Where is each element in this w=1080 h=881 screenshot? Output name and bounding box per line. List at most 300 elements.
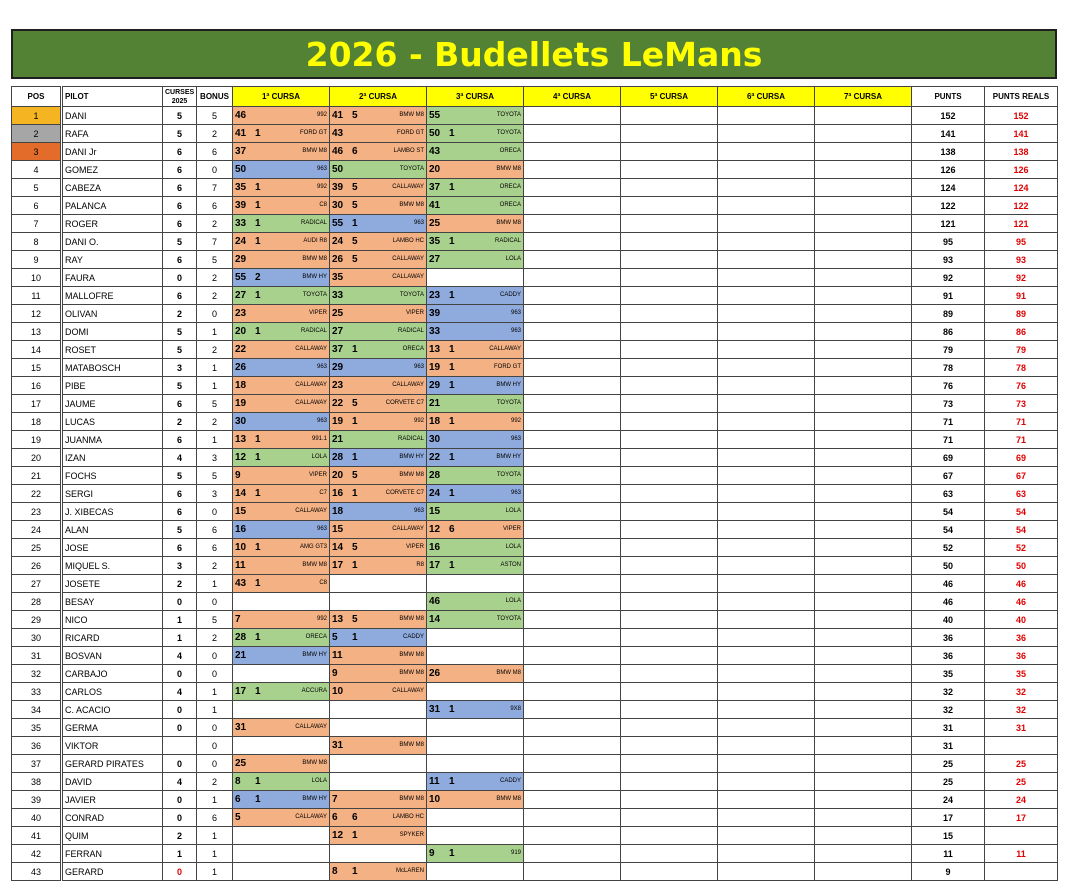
position-cell: 2 <box>12 125 62 143</box>
race-result-7 <box>815 215 912 233</box>
points-real: 52 <box>985 539 1058 557</box>
pilot-name: J. XIBECAS <box>62 503 163 521</box>
pilot-name: QUIM <box>62 827 163 845</box>
table-row <box>12 395 1058 413</box>
race-result-3 <box>427 755 524 773</box>
race-result-5 <box>621 179 718 197</box>
race-result-5 <box>621 233 718 251</box>
race-result-6 <box>718 431 815 449</box>
race-result-6 <box>718 557 815 575</box>
race-result-2 <box>330 197 427 215</box>
race-result-7 <box>815 773 912 791</box>
curses-cell: 6 <box>163 485 197 503</box>
race-result-7 <box>815 251 912 269</box>
race-result-3 <box>427 863 524 881</box>
table-row <box>12 845 1058 863</box>
points-real: 69 <box>985 449 1058 467</box>
bonus-cell: 1 <box>197 845 233 863</box>
race-bonus: 1 <box>255 128 261 139</box>
race-result-4 <box>524 107 621 125</box>
bonus-cell: 1 <box>197 377 233 395</box>
race-points: 33 <box>235 218 247 229</box>
race-car: CORVETE C7 <box>385 400 424 406</box>
race-car: CALLAWAY <box>392 184 424 190</box>
race-bonus: 1 <box>449 452 455 463</box>
points-real: 25 <box>985 755 1058 773</box>
bonus-cell: 0 <box>197 665 233 683</box>
bonus-cell: 5 <box>197 611 233 629</box>
position-cell: 17 <box>12 395 62 413</box>
points-total: 50 <box>912 557 985 575</box>
race-car: LOLA <box>505 508 521 514</box>
race-car: RADICAL <box>397 436 424 442</box>
race-result-3 <box>427 287 524 305</box>
position-cell: 14 <box>12 341 62 359</box>
race-result-4 <box>524 251 621 269</box>
race-result-2 <box>330 485 427 503</box>
race-result-1 <box>233 413 330 431</box>
race-result-3 <box>427 413 524 431</box>
race-result-5 <box>621 251 718 269</box>
curses-cell: 4 <box>163 773 197 791</box>
race-bonus: 1 <box>255 200 261 211</box>
header-race-6: 6ª CURSA <box>718 87 815 107</box>
race-points: 55 <box>332 218 344 229</box>
curses-cell: 6 <box>163 251 197 269</box>
race-result-7 <box>815 701 912 719</box>
race-result-6 <box>718 593 815 611</box>
race-bonus: 1 <box>449 236 455 247</box>
race-points: 41 <box>235 128 247 139</box>
race-points: 18 <box>332 506 344 517</box>
race-result-7 <box>815 737 912 755</box>
race-result-1 <box>233 557 330 575</box>
race-result-1 <box>233 719 330 737</box>
race-bonus: 1 <box>352 452 358 463</box>
race-result-1 <box>233 359 330 377</box>
points-total: 76 <box>912 377 985 395</box>
position-cell: 18 <box>12 413 62 431</box>
race-car: BMW HY <box>496 454 521 460</box>
curses-cell: 6 <box>163 287 197 305</box>
position-cell: 32 <box>12 665 62 683</box>
curses-cell: 5 <box>163 125 197 143</box>
race-bonus: 1 <box>449 848 455 859</box>
race-bonus: 1 <box>255 542 261 553</box>
position-cell: 3 <box>12 143 62 161</box>
race-result-7 <box>815 827 912 845</box>
race-result-3 <box>427 701 524 719</box>
race-bonus: 1 <box>352 866 358 877</box>
race-points: 39 <box>429 308 441 319</box>
race-points: 26 <box>332 254 344 265</box>
race-points: 27 <box>332 326 344 337</box>
points-total: 15 <box>912 827 985 845</box>
race-result-1 <box>233 251 330 269</box>
race-result-3 <box>427 143 524 161</box>
race-bonus: 5 <box>352 254 358 265</box>
table-row <box>12 665 1058 683</box>
race-result-4 <box>524 323 621 341</box>
race-car: BMW M8 <box>496 166 521 172</box>
race-points: 46 <box>332 146 344 157</box>
bonus-cell: 2 <box>197 773 233 791</box>
table-row <box>12 773 1058 791</box>
race-result-2 <box>330 215 427 233</box>
pilot-name: FAURA <box>62 269 163 287</box>
race-result-2 <box>330 593 427 611</box>
race-points: 24 <box>332 236 344 247</box>
race-result-4 <box>524 575 621 593</box>
position-cell: 16 <box>12 377 62 395</box>
race-car: LAMBO ST <box>393 148 424 154</box>
pilot-name: JUANMA <box>62 431 163 449</box>
race-car: RADICAL <box>397 328 424 334</box>
race-result-7 <box>815 305 912 323</box>
header-race-4: 4ª CURSA <box>524 87 621 107</box>
points-total: 152 <box>912 107 985 125</box>
race-car: 963 <box>413 364 424 370</box>
bonus-cell: 2 <box>197 341 233 359</box>
race-result-6 <box>718 377 815 395</box>
race-result-6 <box>718 575 815 593</box>
race-car: McLAREN <box>395 868 424 874</box>
race-result-7 <box>815 809 912 827</box>
race-car: RADICAL <box>494 238 521 244</box>
race-car: TOYOTA <box>399 292 424 298</box>
race-result-5 <box>621 737 718 755</box>
race-result-4 <box>524 287 621 305</box>
bonus-cell: 2 <box>197 557 233 575</box>
race-result-7 <box>815 593 912 611</box>
pilot-name: CONRAD <box>62 809 163 827</box>
table-row <box>12 107 1058 125</box>
pilot-name: OLIVAN <box>62 305 163 323</box>
race-result-3 <box>427 251 524 269</box>
race-result-3 <box>427 161 524 179</box>
race-result-5 <box>621 701 718 719</box>
race-result-6 <box>718 521 815 539</box>
standings-table <box>11 86 1058 881</box>
race-car: LAMBO HC <box>392 238 424 244</box>
race-result-6 <box>718 863 815 881</box>
pilot-name: CARLOS <box>62 683 163 701</box>
pilot-name: IZAN <box>62 449 163 467</box>
race-car: ORECA <box>499 202 521 208</box>
race-points: 8 <box>332 866 338 877</box>
race-car: AUDI R8 <box>303 238 327 244</box>
race-car: VIPER <box>308 472 327 478</box>
race-points: 15 <box>429 506 441 517</box>
position-cell: 20 <box>12 449 62 467</box>
race-result-1 <box>233 179 330 197</box>
race-result-1 <box>233 503 330 521</box>
race-result-2 <box>330 233 427 251</box>
race-result-5 <box>621 323 718 341</box>
race-car: C7 <box>319 490 327 496</box>
curses-cell: 5 <box>163 521 197 539</box>
race-result-6 <box>718 323 815 341</box>
race-result-4 <box>524 467 621 485</box>
race-result-2 <box>330 719 427 737</box>
pilot-name: C. ACACIO <box>62 701 163 719</box>
race-result-3 <box>427 233 524 251</box>
race-points: 18 <box>235 380 247 391</box>
table-row <box>12 647 1058 665</box>
race-result-2 <box>330 791 427 809</box>
race-car: LOLA <box>505 256 521 262</box>
race-points: 33 <box>332 290 344 301</box>
position-cell: 29 <box>12 611 62 629</box>
table-row <box>12 323 1058 341</box>
bonus-cell: 6 <box>197 809 233 827</box>
race-result-5 <box>621 611 718 629</box>
race-result-4 <box>524 143 621 161</box>
race-points: 43 <box>235 578 247 589</box>
points-real: 35 <box>985 665 1058 683</box>
curses-cell: 5 <box>163 467 197 485</box>
race-result-6 <box>718 539 815 557</box>
race-result-5 <box>621 845 718 863</box>
race-points: 20 <box>332 470 344 481</box>
table-row <box>12 197 1058 215</box>
race-result-5 <box>621 431 718 449</box>
race-result-7 <box>815 107 912 125</box>
pilot-name: FERRAN <box>62 845 163 863</box>
position-cell: 7 <box>12 215 62 233</box>
race-points: 10 <box>332 686 344 697</box>
race-result-4 <box>524 395 621 413</box>
points-real: 31 <box>985 719 1058 737</box>
curses-cell: 2 <box>163 413 197 431</box>
race-car: VIPER <box>405 310 424 316</box>
race-result-4 <box>524 197 621 215</box>
race-car: BMW M8 <box>399 742 424 748</box>
race-result-2 <box>330 683 427 701</box>
race-car: TOYOTA <box>496 616 521 622</box>
bonus-cell: 3 <box>197 485 233 503</box>
race-result-6 <box>718 197 815 215</box>
race-result-6 <box>718 269 815 287</box>
points-total: 141 <box>912 125 985 143</box>
race-result-3 <box>427 629 524 647</box>
race-car: BMW M8 <box>399 616 424 622</box>
race-car: FORD GT <box>300 130 327 136</box>
race-result-7 <box>815 125 912 143</box>
race-bonus: 1 <box>255 686 261 697</box>
race-points: 13 <box>429 344 441 355</box>
table-row <box>12 467 1058 485</box>
race-result-2 <box>330 179 427 197</box>
position-cell: 19 <box>12 431 62 449</box>
race-result-1 <box>233 737 330 755</box>
race-result-6 <box>718 701 815 719</box>
standings-body <box>12 107 1058 881</box>
race-result-2 <box>330 845 427 863</box>
race-car: CADDY <box>402 634 424 640</box>
race-car: 963 <box>316 418 327 424</box>
race-result-1 <box>233 107 330 125</box>
race-car: 963 <box>510 310 521 316</box>
race-result-6 <box>718 413 815 431</box>
points-real: 126 <box>985 161 1058 179</box>
race-car: TOYOTA <box>496 472 521 478</box>
race-result-5 <box>621 125 718 143</box>
race-result-6 <box>718 809 815 827</box>
race-result-7 <box>815 521 912 539</box>
curses-cell: 1 <box>163 629 197 647</box>
race-car: TOYOTA <box>496 400 521 406</box>
race-bonus: 5 <box>352 542 358 553</box>
race-car: 963 <box>413 220 424 226</box>
points-total: 124 <box>912 179 985 197</box>
race-points: 7 <box>332 794 338 805</box>
points-real: 73 <box>985 395 1058 413</box>
points-real: 11 <box>985 845 1058 863</box>
race-bonus: 1 <box>255 452 261 463</box>
header-reals: PUNTS REALS <box>985 87 1058 107</box>
position-cell: 31 <box>12 647 62 665</box>
points-real: 54 <box>985 503 1058 521</box>
race-result-1 <box>233 683 330 701</box>
race-result-7 <box>815 665 912 683</box>
curses-cell: 0 <box>163 863 197 881</box>
race-bonus: 1 <box>352 344 358 355</box>
points-total: 71 <box>912 413 985 431</box>
race-car: BMW M8 <box>399 202 424 208</box>
race-result-2 <box>330 827 427 845</box>
position-cell: 10 <box>12 269 62 287</box>
race-points: 43 <box>429 146 441 157</box>
race-points: 31 <box>429 704 441 715</box>
bonus-cell: 0 <box>197 755 233 773</box>
race-result-6 <box>718 395 815 413</box>
points-real: 46 <box>985 575 1058 593</box>
bonus-cell: 2 <box>197 629 233 647</box>
pilot-name: PALANCA <box>62 197 163 215</box>
race-result-4 <box>524 737 621 755</box>
race-result-7 <box>815 269 912 287</box>
race-points: 39 <box>332 182 344 193</box>
race-car: 992 <box>510 418 521 424</box>
bonus-cell: 0 <box>197 161 233 179</box>
table-row <box>12 791 1058 809</box>
points-real <box>985 863 1058 881</box>
race-result-7 <box>815 719 912 737</box>
pilot-name: FOCHS <box>62 467 163 485</box>
race-car: CALLAWAY <box>392 256 424 262</box>
position-cell: 43 <box>12 863 62 881</box>
bonus-cell: 2 <box>197 413 233 431</box>
race-result-2 <box>330 377 427 395</box>
table-row <box>12 215 1058 233</box>
race-car: AMG GT3 <box>299 544 327 550</box>
race-result-5 <box>621 503 718 521</box>
pilot-name: RICARD <box>62 629 163 647</box>
race-result-3 <box>427 521 524 539</box>
race-bonus: 1 <box>255 794 261 805</box>
table-row <box>12 233 1058 251</box>
curses-cell: 0 <box>163 269 197 287</box>
race-bonus: 5 <box>352 200 358 211</box>
race-result-5 <box>621 557 718 575</box>
points-total: 35 <box>912 665 985 683</box>
race-result-4 <box>524 341 621 359</box>
curses-cell: 2 <box>163 575 197 593</box>
race-points: 23 <box>332 380 344 391</box>
race-car: 963 <box>316 166 327 172</box>
race-car: BMW M8 <box>302 562 327 568</box>
points-total: 122 <box>912 197 985 215</box>
race-result-7 <box>815 161 912 179</box>
bonus-cell: 1 <box>197 701 233 719</box>
race-result-4 <box>524 809 621 827</box>
race-result-4 <box>524 593 621 611</box>
race-result-4 <box>524 629 621 647</box>
race-bonus: 1 <box>352 560 358 571</box>
race-result-4 <box>524 377 621 395</box>
table-row <box>12 161 1058 179</box>
race-result-1 <box>233 449 330 467</box>
curses-cell: 2 <box>163 305 197 323</box>
race-result-5 <box>621 863 718 881</box>
header-race-2: 2ª CURSA <box>330 87 427 107</box>
race-result-6 <box>718 449 815 467</box>
points-real: 17 <box>985 809 1058 827</box>
curses-cell: 5 <box>163 323 197 341</box>
race-points: 46 <box>235 110 247 121</box>
race-points: 46 <box>429 596 441 607</box>
curses-cell: 6 <box>163 431 197 449</box>
race-result-2 <box>330 341 427 359</box>
race-result-1 <box>233 665 330 683</box>
race-car: ORECA <box>499 184 521 190</box>
race-result-6 <box>718 755 815 773</box>
race-car: LOLA <box>311 454 327 460</box>
race-result-2 <box>330 413 427 431</box>
race-car: CADDY <box>499 778 521 784</box>
race-bonus: 1 <box>449 488 455 499</box>
race-result-1 <box>233 575 330 593</box>
table-row <box>12 179 1058 197</box>
race-bonus: 1 <box>449 362 455 373</box>
race-result-3 <box>427 611 524 629</box>
race-points: 20 <box>429 164 441 175</box>
race-bonus: 5 <box>352 182 358 193</box>
pilot-name: JAVIER <box>62 791 163 809</box>
race-result-2 <box>330 269 427 287</box>
position-cell: 42 <box>12 845 62 863</box>
race-result-2 <box>330 359 427 377</box>
points-total: 126 <box>912 161 985 179</box>
race-points: 24 <box>429 488 441 499</box>
race-points: 41 <box>332 110 344 121</box>
bonus-cell: 2 <box>197 287 233 305</box>
race-result-4 <box>524 665 621 683</box>
race-points: 18 <box>429 416 441 427</box>
race-car: C8 <box>319 580 327 586</box>
race-car: LOLA <box>505 598 521 604</box>
points-real: 76 <box>985 377 1058 395</box>
race-result-5 <box>621 467 718 485</box>
race-bonus: 1 <box>449 344 455 355</box>
header-race-3: 3ª CURSA <box>427 87 524 107</box>
bonus-cell: 5 <box>197 467 233 485</box>
race-points: 8 <box>235 776 241 787</box>
race-result-7 <box>815 845 912 863</box>
race-result-6 <box>718 827 815 845</box>
race-result-2 <box>330 287 427 305</box>
